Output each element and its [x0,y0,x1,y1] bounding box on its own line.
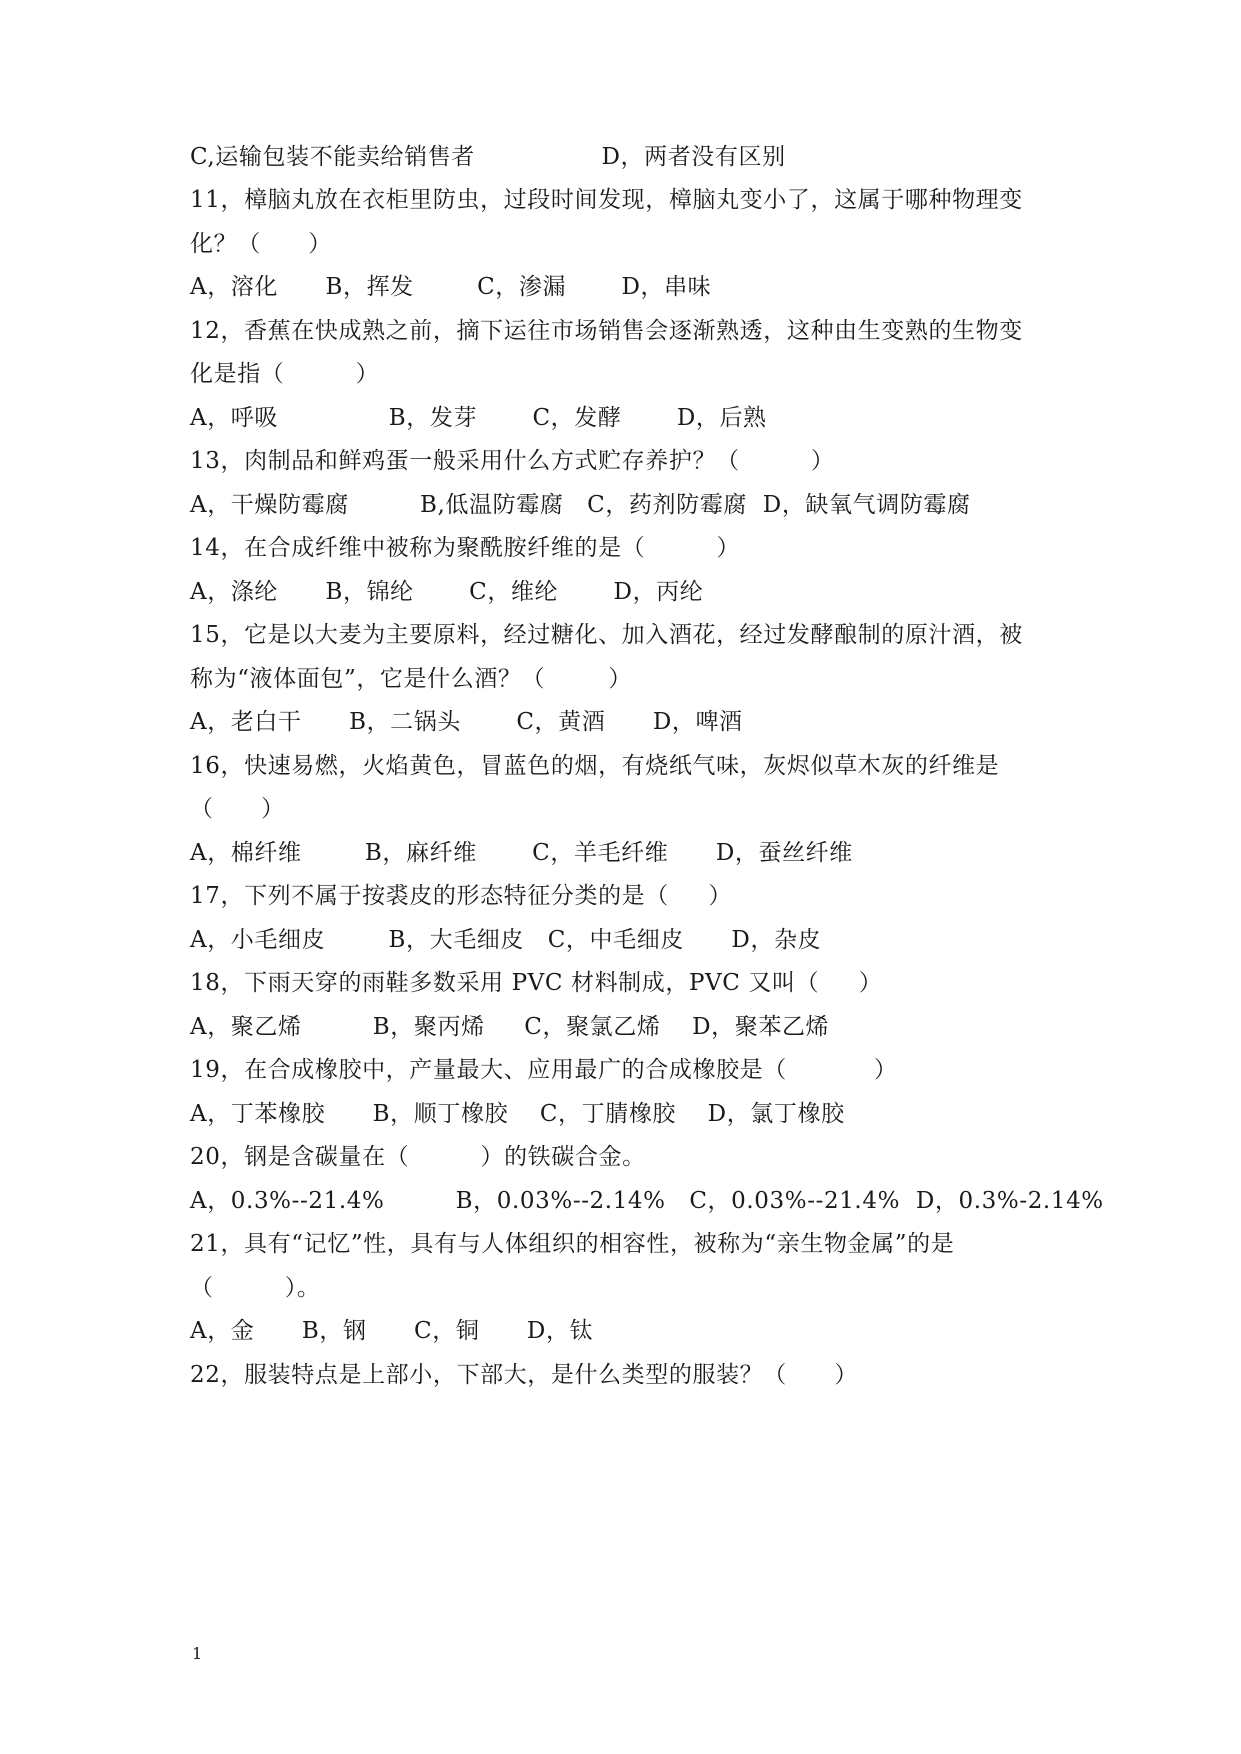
text-line: 21，具有“记忆”性，具有与人体组织的相容性，被称为“亲生物金属”的是 [190,1231,955,1257]
text-line: 20，钢是含碳量在（ ）的铁碳合金。 [190,1144,646,1170]
text-line: （ ） [190,796,285,822]
text-line: C,运输包装不能卖给销售者 D，两者没有区别 [190,144,786,170]
text-line: 13，肉制品和鲜鸡蛋一般采用什么方式贮存养护？（ ） [190,448,835,474]
text-line: A，棉纤维 B，麻纤维 C，羊毛纤维 D，蚕丝纤维 [190,840,853,866]
text-line: 12，香蕉在快成熟之前，摘下运往市场销售会逐渐熟透，这种由生变熟的生物变 [190,318,1023,344]
text-line: （ ）。 [190,1275,321,1301]
text-line: A，干燥防霉腐 B,低温防霉腐 C，药剂防霉腐 D，缺氧气调防霉腐 [190,492,971,518]
text-line: A，聚乙烯 B，聚丙烯 C，聚氯乙烯 D，聚苯乙烯 [190,1014,830,1040]
text-line: 14，在合成纤维中被称为聚酰胺纤维的是（ ） [190,535,741,561]
text-line: 17，下列不属于按裘皮的形态特征分类的是（ ） [190,883,733,909]
page-number: 1 [192,1644,203,1663]
text-line: A，呼吸 B，发芽 C，发酵 D，后熟 [190,405,767,431]
text-line: 称为“液体面包”，它是什么酒？（ ） [190,666,633,692]
text-line: 11，樟脑丸放在衣柜里防虫，过段时间发现，樟脑丸变小了，这属于哪种物理变 [190,187,1023,213]
text-line: 化是指（ ） [190,361,380,387]
text-line: A，涤纶 B，锦纶 C，维纶 D，丙纶 [190,579,704,605]
text-line: 19，在合成橡胶中，产量最大、应用最广的合成橡胶是（ ） [190,1057,898,1083]
text-line: A，金 B，钢 C，铜 D，钛 [190,1318,594,1344]
text-line: 15，它是以大麦为主要原料，经过糖化、加入酒花，经过发酵酿制的原汁酒，被 [190,622,1023,648]
text-line: 16，快速易燃，火焰黄色，冒蓝色的烟，有烧纸气味，灰烬似草木灰的纤维是 [190,753,1000,779]
text-line: A，0.3%--21.4% B，0.03%--2.14% C，0.03%--21.4% D，0.3%-2.14% [190,1188,1104,1214]
text-line: 化？（ ） [190,231,332,257]
text-line: A，小毛细皮 B，大毛细皮 C，中毛细皮 D，杂皮 [190,927,822,953]
text-line: A，老白干 B，二锅头 C，黄酒 D，啤酒 [190,709,743,735]
text-line: A，丁苯橡胶 B，顺丁橡胶 C，丁腈橡胶 D，氯丁橡胶 [190,1101,845,1127]
text-line: 22，服装特点是上部小，下部大，是什么类型的服装？（ ） [190,1362,858,1388]
text-line: A，溶化 B，挥发 C，渗漏 D，串味 [190,274,712,300]
text-line: 18，下雨天穿的雨鞋多数采用 PVC 材料制成，PVC 又叫（ ） [190,970,883,996]
